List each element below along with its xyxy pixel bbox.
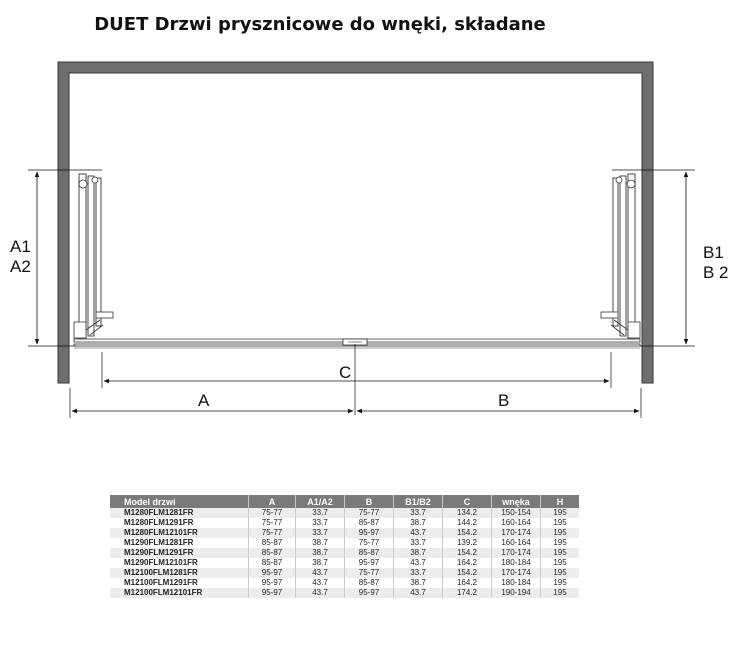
cell-model: M1280FLM1291FR [110,518,249,528]
header-a: A [249,495,296,508]
table-row [110,578,579,588]
cell-b: 85-87 [345,548,394,558]
cell-wneka: 160-164 [492,538,541,548]
cell-a1-a2: 43.7 [296,568,345,578]
cell-a1-a2: 33.7 [296,528,345,538]
cell-model: M12100FLM12101FR [110,588,249,598]
table-row [110,538,579,548]
cell-b1-b2: 43.7 [394,528,443,538]
cell-c: 154.2 [443,548,492,558]
label-a2: A2 [10,257,31,276]
cell-wneka: 190-194 [492,588,541,598]
cell-a: 95-97 [249,588,296,598]
cell-model: M12100FLM1281FR [110,568,249,578]
label-b2: B 2 [703,263,729,282]
cell-b: 95-97 [345,588,394,598]
left-folding-door [74,174,113,338]
cell-a1-a2: 33.7 [296,518,345,528]
header-model: Model drzwi [110,495,249,508]
cell-a: 95-97 [249,578,296,588]
cell-b1-b2: 33.7 [394,568,443,578]
table-row [110,548,579,558]
cell-a: 85-87 [249,538,296,548]
cell-model: M1290FLM1281FR [110,538,249,548]
cell-a1-a2: 38.7 [296,548,345,558]
dimension-a-b [70,388,641,418]
cell-a1-a2: 43.7 [296,578,345,588]
table-row [110,518,579,528]
table-row [110,528,579,538]
cell-wneka: 170-174 [492,568,541,578]
model-spec-table [110,495,579,598]
cell-a: 85-87 [249,548,296,558]
cell-a1-a2: 38.7 [296,538,345,548]
cell-c: 174.2 [443,588,492,598]
cell-a1-a2: 38.7 [296,558,345,568]
cell-wneka: 180-184 [492,558,541,568]
table-row [110,558,579,568]
cell-model: M1280FLM1281FR [110,508,249,518]
cell-a: 75-77 [249,518,296,528]
cell-b: 75-77 [345,538,394,548]
cell-h: 195 [541,538,580,548]
label-a: A [198,391,210,410]
cell-a1-a2: 43.7 [296,588,345,598]
table-row [110,588,579,598]
page-title: DUET Drzwi prysznicowe do wnęki, składane [94,14,546,35]
header-a1-a2: A1/A2 [296,495,345,508]
bottom-rail [74,339,640,348]
label-a1: A1 [10,237,31,256]
table-row [110,568,579,578]
cell-b: 75-77 [345,508,394,518]
header-b: B [345,495,394,508]
label-c: C [339,363,352,382]
cell-b: 85-87 [345,578,394,588]
recess-wall [58,62,653,383]
cell-model: M1290FLM1291FR [110,548,249,558]
cell-b1-b2: 43.7 [394,588,443,598]
cell-h: 195 [541,588,580,598]
cell-c: 144.2 [443,518,492,528]
cell-b: 75-77 [345,568,394,578]
cell-a1-a2: 33.7 [296,508,345,518]
cell-a: 85-87 [249,558,296,568]
cell-b1-b2: 38.7 [394,518,443,528]
cell-model: M1280FLM12101FR [110,528,249,538]
cell-h: 195 [541,528,580,538]
cell-h: 195 [541,578,580,588]
cell-a: 75-77 [249,508,296,518]
right-folding-door [601,174,640,338]
header-c: C [443,495,492,508]
cell-c: 134.2 [443,508,492,518]
cell-model: M1290FLM12101FR [110,558,249,568]
cell-b1-b2: 33.7 [394,538,443,548]
cell-c: 139.2 [443,538,492,548]
cell-c: 154.2 [443,528,492,538]
cell-h: 195 [541,508,580,518]
cell-model: M12100FLM1291FR [110,578,249,588]
cell-h: 195 [541,568,580,578]
label-b: B [498,391,510,410]
dimension-c [102,344,611,415]
cell-wneka: 170-174 [492,548,541,558]
header-h: H [541,495,580,508]
header-wneka: wnęka [492,495,541,508]
cell-b1-b2: 33.7 [394,508,443,518]
cell-wneka: 150-154 [492,508,541,518]
cell-b: 95-97 [345,528,394,538]
cell-b: 85-87 [345,518,394,528]
cell-b: 95-97 [345,558,394,568]
cell-wneka: 180-184 [492,578,541,588]
cell-c: 164.2 [443,578,492,588]
cell-b1-b2: 38.7 [394,578,443,588]
table-header-row [110,495,579,508]
cell-a: 75-77 [249,528,296,538]
cell-b1-b2: 43.7 [394,558,443,568]
cell-c: 164.2 [443,558,492,568]
cell-a: 95-97 [249,568,296,578]
cell-b1-b2: 38.7 [394,548,443,558]
cell-c: 154.2 [443,568,492,578]
table-body [110,508,579,598]
cell-wneka: 170-174 [492,528,541,538]
cell-h: 195 [541,548,580,558]
table-row [110,508,579,518]
cell-wneka: 160-164 [492,518,541,528]
cell-h: 195 [541,558,580,568]
label-b1: B1 [703,243,724,262]
cell-h: 195 [541,518,580,528]
header-b1-b2: B1/B2 [394,495,443,508]
